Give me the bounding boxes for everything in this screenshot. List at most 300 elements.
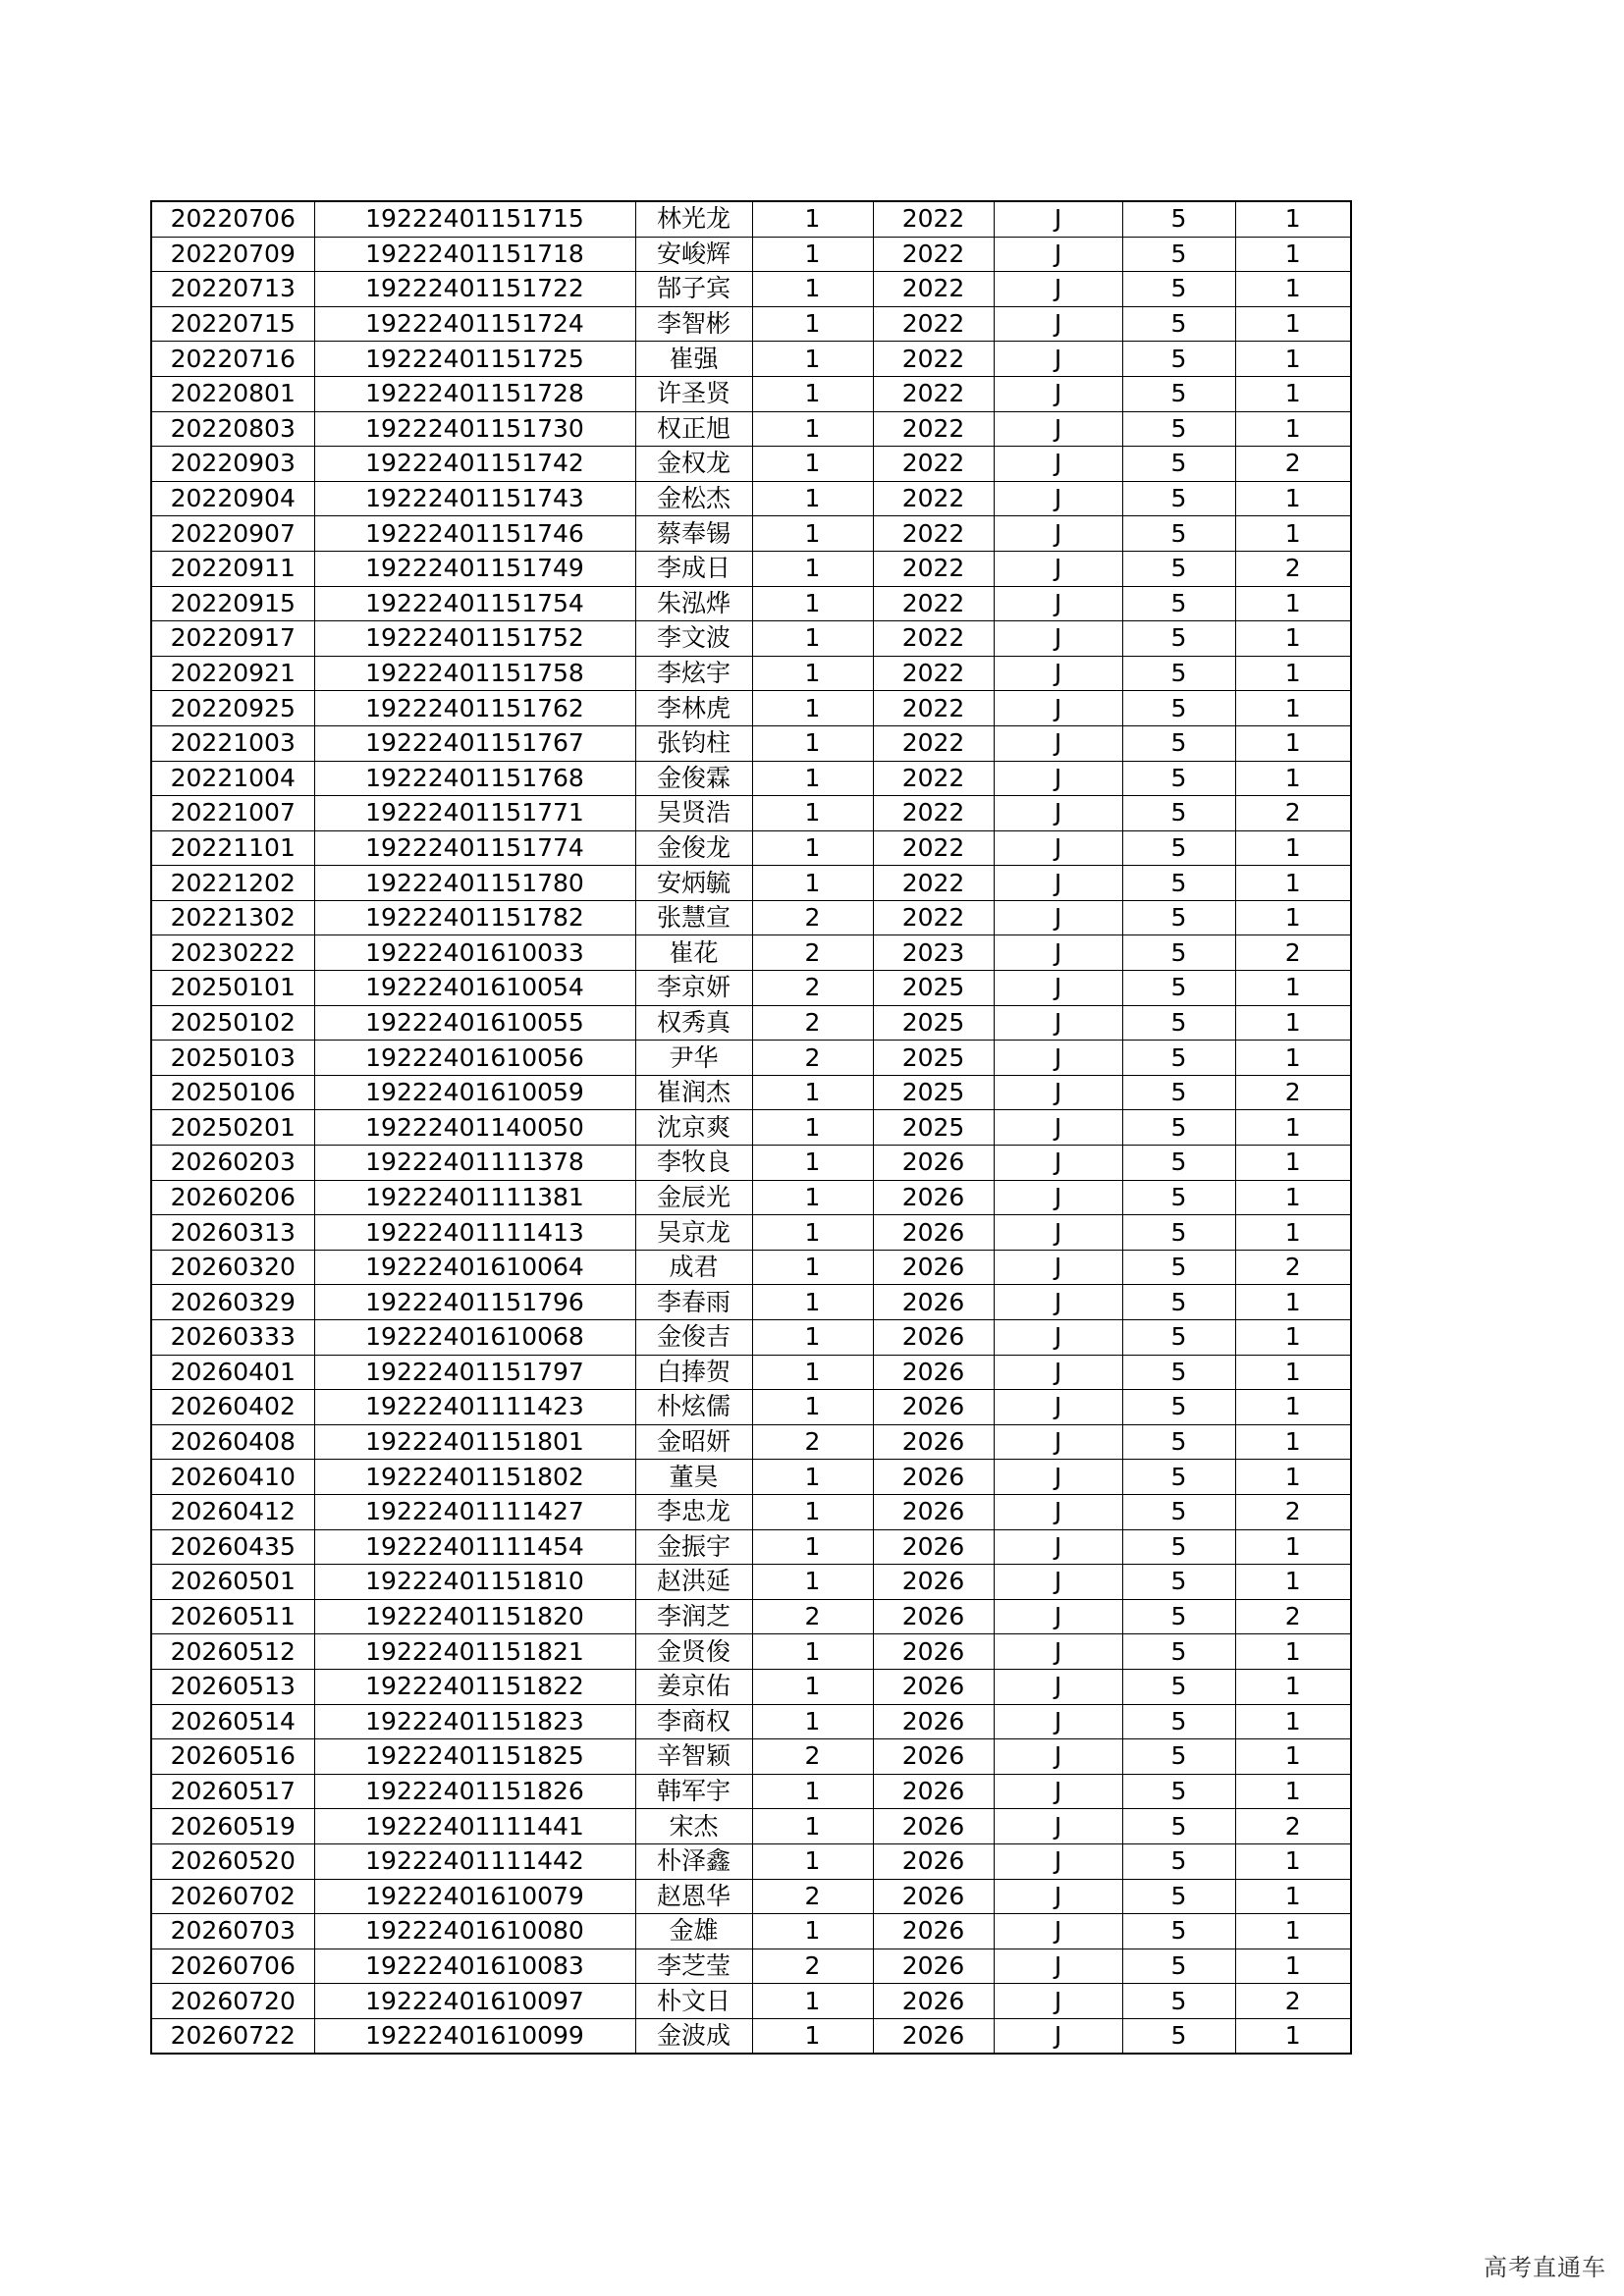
cell-category: J: [994, 1949, 1122, 1984]
table-row: [151, 1843, 1351, 1879]
cell-gender-code: 1: [752, 1215, 873, 1251]
table-row: [151, 1669, 1351, 1704]
cell-category: J: [994, 830, 1122, 866]
table-row: [151, 1774, 1351, 1809]
cell-candidate-id: 19222401151822: [314, 1669, 635, 1704]
cell-year: 2026: [873, 1914, 994, 1949]
cell-candidate-id: 19222401151730: [314, 411, 635, 447]
cell-year: 2026: [873, 1949, 994, 1984]
cell-year: 2023: [873, 935, 994, 971]
cell-type-code: 2: [1235, 551, 1351, 586]
cell-category: J: [994, 1285, 1122, 1320]
cell-type-code: 1: [1235, 481, 1351, 516]
cell-gender-code: 1: [752, 796, 873, 831]
cell-category: J: [994, 1599, 1122, 1634]
cell-code-5: 5: [1122, 1529, 1235, 1565]
cell-exam-number: 20260410: [151, 1460, 314, 1495]
cell-category: J: [994, 1110, 1122, 1146]
cell-gender-code: 2: [752, 1599, 873, 1634]
table-row: [151, 306, 1351, 342]
cell-gender-code: 1: [752, 201, 873, 237]
cell-code-5: 5: [1122, 1215, 1235, 1251]
table-row: [151, 1949, 1351, 1984]
cell-code-5: 5: [1122, 1843, 1235, 1879]
cell-type-code: 1: [1235, 411, 1351, 447]
cell-category: J: [994, 866, 1122, 901]
cell-student-name: 辛智颖: [635, 1739, 752, 1775]
cell-type-code: 1: [1235, 1843, 1351, 1879]
cell-year: 2026: [873, 1529, 994, 1565]
table-row: [151, 481, 1351, 516]
cell-student-name: 金振宇: [635, 1529, 752, 1565]
cell-exam-number: 20220915: [151, 586, 314, 621]
cell-year: 2026: [873, 1424, 994, 1460]
cell-type-code: 1: [1235, 1774, 1351, 1809]
cell-type-code: 1: [1235, 306, 1351, 342]
cell-exam-number: 20220904: [151, 481, 314, 516]
cell-candidate-id: 19222401151821: [314, 1634, 635, 1670]
cell-student-name: 安峻辉: [635, 237, 752, 272]
cell-exam-number: 20260501: [151, 1565, 314, 1600]
cell-year: 2022: [873, 621, 994, 657]
cell-candidate-id: 19222401610079: [314, 1879, 635, 1914]
cell-type-code: 2: [1235, 1075, 1351, 1110]
cell-exam-number: 20260706: [151, 1949, 314, 1984]
cell-student-name: 张慧宣: [635, 900, 752, 935]
cell-category: J: [994, 237, 1122, 272]
cell-exam-number: 20220911: [151, 551, 314, 586]
cell-category: J: [994, 306, 1122, 342]
cell-exam-number: 20220907: [151, 516, 314, 552]
cell-year: 2026: [873, 1669, 994, 1704]
cell-category: J: [994, 1843, 1122, 1879]
cell-year: 2026: [873, 2018, 994, 2054]
cell-gender-code: 1: [752, 866, 873, 901]
cell-year: 2026: [873, 1984, 994, 2019]
cell-student-name: 金俊霖: [635, 761, 752, 796]
cell-candidate-id: 19222401151820: [314, 1599, 635, 1634]
cell-student-name: 权秀真: [635, 1005, 752, 1041]
cell-type-code: 1: [1235, 1914, 1351, 1949]
cell-year: 2025: [873, 1005, 994, 1041]
cell-exam-number: 20260512: [151, 1634, 314, 1670]
cell-candidate-id: 19222401610033: [314, 935, 635, 971]
cell-year: 2025: [873, 971, 994, 1006]
cell-student-name: 林光龙: [635, 201, 752, 237]
cell-type-code: 1: [1235, 1110, 1351, 1146]
cell-student-name: 朴炫儒: [635, 1390, 752, 1425]
cell-gender-code: 1: [752, 1320, 873, 1356]
cell-code-5: 5: [1122, 1285, 1235, 1320]
cell-student-name: 郜子宾: [635, 272, 752, 307]
cell-type-code: 1: [1235, 1949, 1351, 1984]
cell-type-code: 1: [1235, 1669, 1351, 1704]
cell-student-name: 李润芝: [635, 1599, 752, 1634]
cell-code-5: 5: [1122, 411, 1235, 447]
table-row: [151, 1914, 1351, 1949]
cell-year: 2022: [873, 656, 994, 691]
cell-code-5: 5: [1122, 830, 1235, 866]
cell-type-code: 1: [1235, 1565, 1351, 1600]
cell-year: 2025: [873, 1110, 994, 1146]
cell-student-name: 金辰光: [635, 1180, 752, 1215]
cell-exam-number: 20221007: [151, 796, 314, 831]
cell-type-code: 2: [1235, 1984, 1351, 2019]
cell-candidate-id: 19222401111441: [314, 1809, 635, 1844]
cell-category: J: [994, 411, 1122, 447]
cell-student-name: 李智彬: [635, 306, 752, 342]
cell-category: J: [994, 1320, 1122, 1356]
cell-exam-number: 20260513: [151, 1669, 314, 1704]
cell-code-5: 5: [1122, 1669, 1235, 1704]
table-row: [151, 1146, 1351, 1181]
cell-gender-code: 1: [752, 551, 873, 586]
cell-gender-code: 1: [752, 516, 873, 552]
cell-candidate-id: 19222401151774: [314, 830, 635, 866]
cell-code-5: 5: [1122, 1075, 1235, 1110]
cell-gender-code: 2: [752, 1041, 873, 1076]
table-row: [151, 796, 1351, 831]
cell-candidate-id: 19222401151758: [314, 656, 635, 691]
cell-exam-number: 20250101: [151, 971, 314, 1006]
cell-gender-code: 2: [752, 1879, 873, 1914]
table-row: [151, 1984, 1351, 2019]
table-row: [151, 1250, 1351, 1285]
cell-code-5: 5: [1122, 516, 1235, 552]
cell-student-name: 金昭妍: [635, 1424, 752, 1460]
cell-category: J: [994, 796, 1122, 831]
cell-code-5: 5: [1122, 376, 1235, 411]
cell-code-5: 5: [1122, 1984, 1235, 2019]
cell-gender-code: 1: [752, 1355, 873, 1390]
cell-gender-code: 1: [752, 237, 873, 272]
cell-exam-number: 20220917: [151, 621, 314, 657]
cell-type-code: 1: [1235, 1739, 1351, 1775]
cell-gender-code: 1: [752, 1494, 873, 1529]
cell-year: 2026: [873, 1215, 994, 1251]
cell-category: J: [994, 1005, 1122, 1041]
cell-candidate-id: 19222401151810: [314, 1565, 635, 1600]
cell-category: J: [994, 516, 1122, 552]
cell-category: J: [994, 342, 1122, 377]
cell-year: 2022: [873, 272, 994, 307]
cell-gender-code: 1: [752, 1180, 873, 1215]
cell-type-code: 1: [1235, 691, 1351, 726]
cell-category: J: [994, 1565, 1122, 1600]
cell-exam-number: 20221004: [151, 761, 314, 796]
cell-code-5: 5: [1122, 1460, 1235, 1495]
cell-exam-number: 20260516: [151, 1739, 314, 1775]
cell-code-5: 5: [1122, 935, 1235, 971]
cell-category: J: [994, 1879, 1122, 1914]
cell-code-5: 5: [1122, 1110, 1235, 1146]
cell-student-name: 蔡奉锡: [635, 516, 752, 552]
cell-category: J: [994, 1494, 1122, 1529]
cell-candidate-id: 19222401151823: [314, 1704, 635, 1739]
cell-year: 2022: [873, 830, 994, 866]
cell-gender-code: 1: [752, 1809, 873, 1844]
cell-candidate-id: 19222401111381: [314, 1180, 635, 1215]
cell-student-name: 李春雨: [635, 1285, 752, 1320]
cell-candidate-id: 19222401151724: [314, 306, 635, 342]
cell-type-code: 2: [1235, 1494, 1351, 1529]
table-row: [151, 586, 1351, 621]
cell-year: 2026: [873, 1704, 994, 1739]
cell-type-code: 1: [1235, 376, 1351, 411]
cell-code-5: 5: [1122, 1809, 1235, 1844]
cell-candidate-id: 19222401151746: [314, 516, 635, 552]
table-body: [151, 201, 1351, 2054]
cell-candidate-id: 19222401610068: [314, 1320, 635, 1356]
cell-code-5: 5: [1122, 1739, 1235, 1775]
cell-type-code: 1: [1235, 342, 1351, 377]
table-row: [151, 621, 1351, 657]
table-row: [151, 1460, 1351, 1495]
cell-category: J: [994, 1809, 1122, 1844]
cell-code-5: 5: [1122, 971, 1235, 1006]
cell-student-name: 崔花: [635, 935, 752, 971]
cell-gender-code: 1: [752, 1914, 873, 1949]
cell-year: 2026: [873, 1599, 994, 1634]
cell-gender-code: 1: [752, 2018, 873, 2054]
cell-code-5: 5: [1122, 1565, 1235, 1600]
cell-type-code: 1: [1235, 656, 1351, 691]
cell-student-name: 安炳毓: [635, 866, 752, 901]
cell-year: 2022: [873, 201, 994, 237]
cell-candidate-id: 19222401151742: [314, 447, 635, 482]
cell-student-name: 李文波: [635, 621, 752, 657]
cell-exam-number: 20260720: [151, 1984, 314, 2019]
cell-category: J: [994, 272, 1122, 307]
cell-exam-number: 20260408: [151, 1424, 314, 1460]
cell-type-code: 1: [1235, 1180, 1351, 1215]
cell-candidate-id: 19222401151802: [314, 1460, 635, 1495]
cell-code-5: 5: [1122, 1390, 1235, 1425]
cell-code-5: 5: [1122, 2018, 1235, 2054]
table-row: [151, 971, 1351, 1006]
cell-year: 2026: [873, 1494, 994, 1529]
cell-type-code: 1: [1235, 971, 1351, 1006]
cell-code-5: 5: [1122, 551, 1235, 586]
cell-gender-code: 1: [752, 376, 873, 411]
cell-code-5: 5: [1122, 306, 1235, 342]
table-row: [151, 201, 1351, 237]
table-row: [151, 1110, 1351, 1146]
cell-year: 2025: [873, 1041, 994, 1076]
cell-category: J: [994, 1460, 1122, 1495]
cell-code-5: 5: [1122, 1599, 1235, 1634]
cell-gender-code: 2: [752, 935, 873, 971]
watermark-text: 高考直通车: [1484, 2254, 1606, 2281]
cell-category: J: [994, 1041, 1122, 1076]
cell-candidate-id: 19222401151743: [314, 481, 635, 516]
cell-code-5: 5: [1122, 237, 1235, 272]
cell-gender-code: 1: [752, 1843, 873, 1879]
cell-student-name: 李京妍: [635, 971, 752, 1006]
cell-exam-number: 20221101: [151, 830, 314, 866]
cell-category: J: [994, 551, 1122, 586]
cell-code-5: 5: [1122, 1914, 1235, 1949]
cell-category: J: [994, 201, 1122, 237]
cell-category: J: [994, 1146, 1122, 1181]
cell-candidate-id: 19222401151728: [314, 376, 635, 411]
cell-category: J: [994, 971, 1122, 1006]
cell-year: 2022: [873, 691, 994, 726]
cell-candidate-id: 19222401111413: [314, 1215, 635, 1251]
cell-exam-number: 20220921: [151, 656, 314, 691]
cell-category: J: [994, 2018, 1122, 2054]
table-row: [151, 342, 1351, 377]
cell-type-code: 1: [1235, 1005, 1351, 1041]
cell-type-code: 2: [1235, 796, 1351, 831]
table-row: [151, 1599, 1351, 1634]
cell-type-code: 2: [1235, 1809, 1351, 1844]
cell-category: J: [994, 1984, 1122, 2019]
cell-gender-code: 1: [752, 1075, 873, 1110]
cell-exam-number: 20260412: [151, 1494, 314, 1529]
cell-type-code: 1: [1235, 1390, 1351, 1425]
cell-student-name: 金权龙: [635, 447, 752, 482]
cell-exam-number: 20220803: [151, 411, 314, 447]
cell-year: 2022: [873, 551, 994, 586]
table-row: [151, 1424, 1351, 1460]
cell-category: J: [994, 1774, 1122, 1809]
cell-gender-code: 1: [752, 1984, 873, 2019]
cell-exam-number: 20250103: [151, 1041, 314, 1076]
cell-exam-number: 20220716: [151, 342, 314, 377]
cell-candidate-id: 19222401151782: [314, 900, 635, 935]
cell-exam-number: 20260519: [151, 1809, 314, 1844]
cell-gender-code: 1: [752, 1565, 873, 1600]
cell-year: 2022: [873, 761, 994, 796]
cell-year: 2026: [873, 1320, 994, 1356]
cell-gender-code: 2: [752, 900, 873, 935]
cell-type-code: 1: [1235, 1879, 1351, 1914]
cell-year: 2026: [873, 1390, 994, 1425]
cell-candidate-id: 19222401151780: [314, 866, 635, 901]
cell-type-code: 1: [1235, 2018, 1351, 2054]
cell-type-code: 1: [1235, 1529, 1351, 1565]
cell-candidate-id: 19222401151767: [314, 725, 635, 761]
cell-gender-code: 1: [752, 342, 873, 377]
cell-type-code: 1: [1235, 586, 1351, 621]
cell-code-5: 5: [1122, 342, 1235, 377]
cell-student-name: 朴泽鑫: [635, 1843, 752, 1879]
cell-type-code: 1: [1235, 1424, 1351, 1460]
cell-student-name: 赵洪延: [635, 1565, 752, 1600]
cell-gender-code: 1: [752, 1285, 873, 1320]
cell-year: 2022: [873, 586, 994, 621]
cell-student-name: 权正旭: [635, 411, 752, 447]
cell-candidate-id: 19222401151718: [314, 237, 635, 272]
cell-candidate-id: 19222401111427: [314, 1494, 635, 1529]
table-row: [151, 1075, 1351, 1110]
cell-year: 2026: [873, 1180, 994, 1215]
cell-gender-code: 1: [752, 1460, 873, 1495]
cell-student-name: 崔润杰: [635, 1075, 752, 1110]
cell-candidate-id: 19222401151754: [314, 586, 635, 621]
cell-gender-code: 2: [752, 971, 873, 1006]
cell-year: 2022: [873, 237, 994, 272]
cell-code-5: 5: [1122, 656, 1235, 691]
cell-category: J: [994, 761, 1122, 796]
cell-code-5: 5: [1122, 481, 1235, 516]
cell-student-name: 张钧柱: [635, 725, 752, 761]
table-row: [151, 1041, 1351, 1076]
cell-candidate-id: 19222401151801: [314, 1424, 635, 1460]
cell-code-5: 5: [1122, 201, 1235, 237]
cell-gender-code: 1: [752, 1110, 873, 1146]
table-row: [151, 272, 1351, 307]
cell-gender-code: 2: [752, 1424, 873, 1460]
cell-gender-code: 1: [752, 306, 873, 342]
cell-exam-number: 20260329: [151, 1285, 314, 1320]
cell-code-5: 5: [1122, 272, 1235, 307]
cell-category: J: [994, 447, 1122, 482]
table-row: [151, 1005, 1351, 1041]
cell-code-5: 5: [1122, 796, 1235, 831]
cell-category: J: [994, 1529, 1122, 1565]
cell-code-5: 5: [1122, 866, 1235, 901]
cell-type-code: 1: [1235, 516, 1351, 552]
cell-candidate-id: 19222401610097: [314, 1984, 635, 2019]
cell-student-name: 金俊吉: [635, 1320, 752, 1356]
cell-exam-number: 20260702: [151, 1879, 314, 1914]
cell-category: J: [994, 621, 1122, 657]
cell-year: 2022: [873, 306, 994, 342]
cell-type-code: 1: [1235, 1634, 1351, 1670]
cell-category: J: [994, 1075, 1122, 1110]
cell-candidate-id: 19222401151725: [314, 342, 635, 377]
cell-exam-number: 20260511: [151, 1599, 314, 1634]
cell-category: J: [994, 1424, 1122, 1460]
cell-exam-number: 20260206: [151, 1180, 314, 1215]
cell-student-name: 李成日: [635, 551, 752, 586]
cell-category: J: [994, 1669, 1122, 1704]
cell-candidate-id: 19222401151762: [314, 691, 635, 726]
cell-gender-code: 1: [752, 1634, 873, 1670]
cell-exam-number: 20260520: [151, 1843, 314, 1879]
cell-gender-code: 1: [752, 761, 873, 796]
table-row: [151, 656, 1351, 691]
table-row: [151, 447, 1351, 482]
table-row: [151, 1739, 1351, 1775]
cell-year: 2026: [873, 1460, 994, 1495]
cell-exam-number: 20260517: [151, 1774, 314, 1809]
cell-candidate-id: 19222401111378: [314, 1146, 635, 1181]
cell-type-code: 1: [1235, 761, 1351, 796]
cell-year: 2022: [873, 516, 994, 552]
cell-type-code: 1: [1235, 201, 1351, 237]
cell-candidate-id: 19222401151768: [314, 761, 635, 796]
table-row: [151, 1565, 1351, 1600]
table-row: [151, 935, 1351, 971]
cell-candidate-id: 19222401610054: [314, 971, 635, 1006]
cell-code-5: 5: [1122, 1704, 1235, 1739]
table-row: [151, 900, 1351, 935]
cell-category: J: [994, 1355, 1122, 1390]
cell-code-5: 5: [1122, 447, 1235, 482]
table-row: [151, 1704, 1351, 1739]
cell-gender-code: 2: [752, 1005, 873, 1041]
cell-gender-code: 1: [752, 830, 873, 866]
cell-gender-code: 1: [752, 1529, 873, 1565]
cell-student-name: 尹华: [635, 1041, 752, 1076]
cell-year: 2022: [873, 411, 994, 447]
cell-type-code: 2: [1235, 935, 1351, 971]
cell-candidate-id: 19222401111442: [314, 1843, 635, 1879]
cell-type-code: 1: [1235, 866, 1351, 901]
